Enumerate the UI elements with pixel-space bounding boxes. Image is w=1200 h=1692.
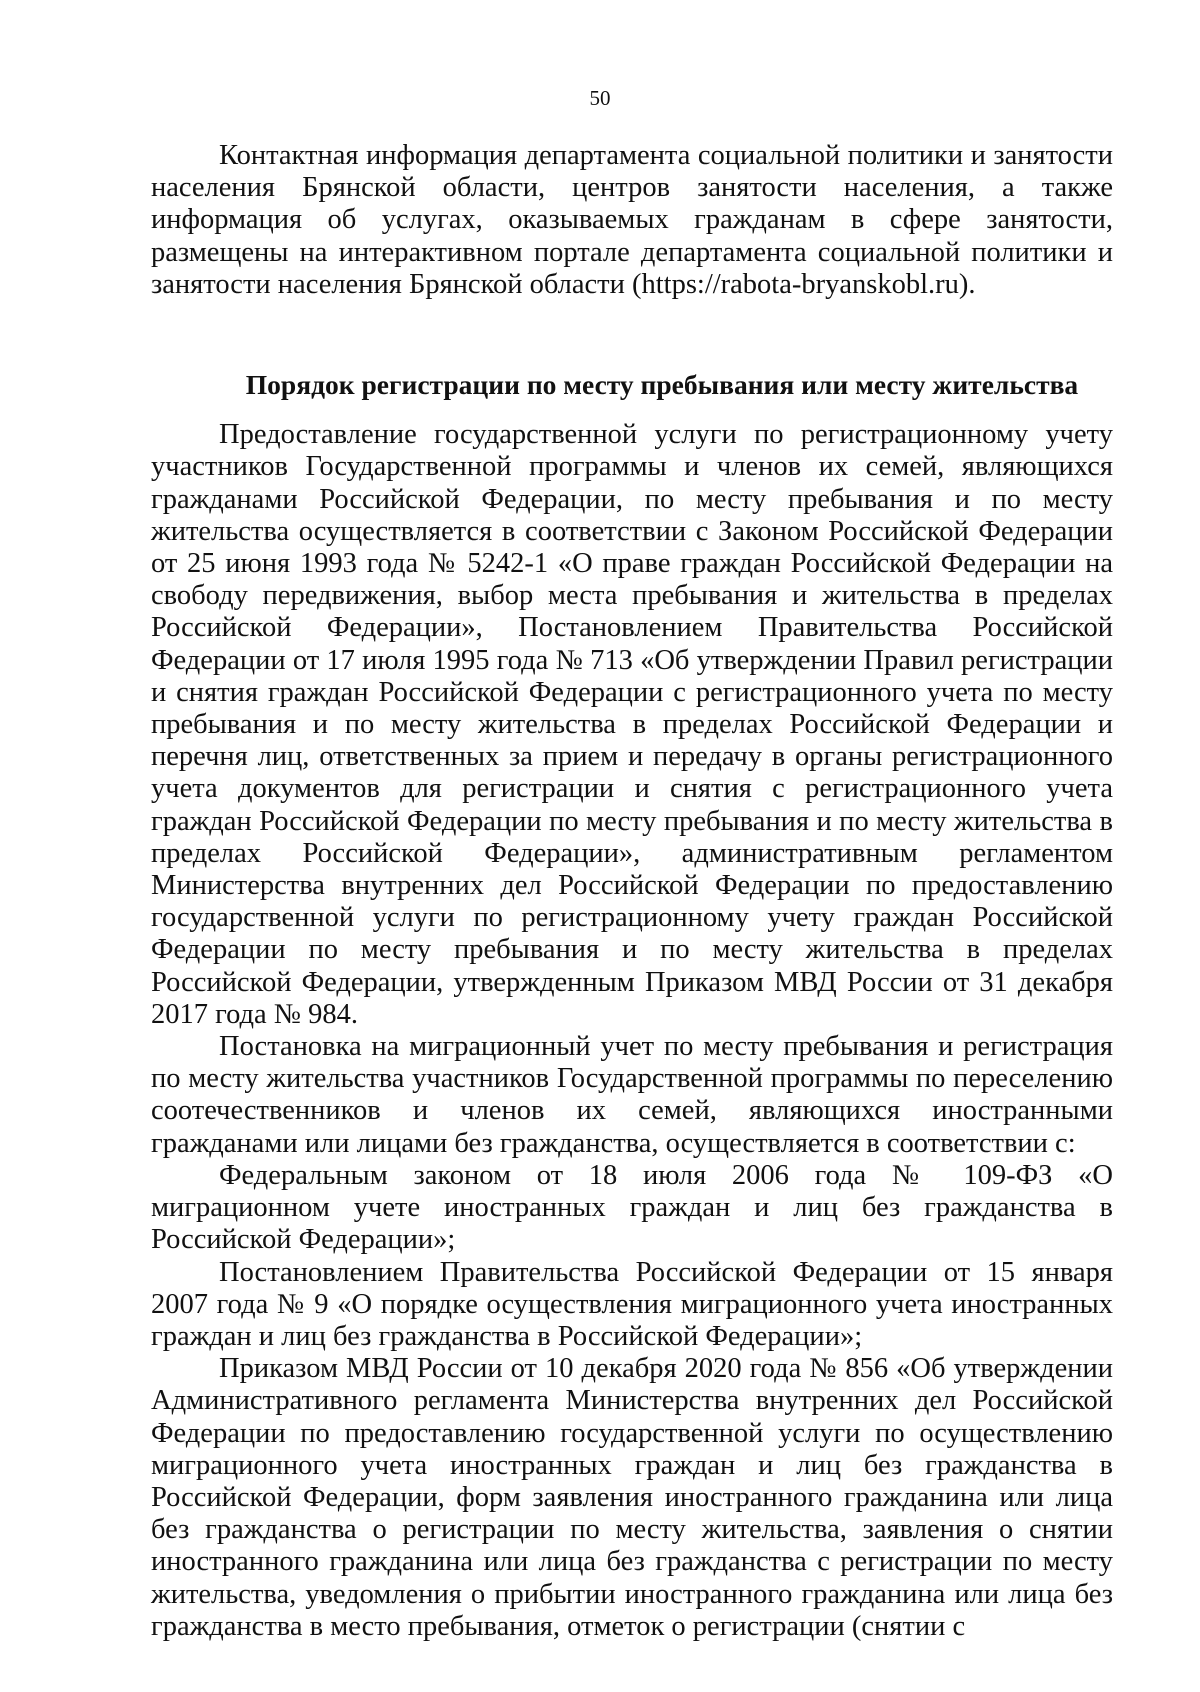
paragraph-mvd-order: Приказом МВД России от 10 декабря 2020 года № 856 «Об утверждении Административного регламента Министерства внутренних дел Российской Федерации по предоставлению государственной услуги по осуществлению миграционного учета иностранных граждан и лиц без гражданства в Российской Федерации, форм заявления иностранного гражданина или лица без гражданства о регистрации по месту жительства, заявления о снятии иностранного гражданина или лица без гражданства с регистрации по месту жительства, уведомления о прибытии иностранного гражданина или лица без гражданства в место пребывания, отметок о регистрации (снятии с: [151, 1353, 1113, 1642]
paragraph-federal-law: Федеральным законом от 18 июля 2006 года № 109-ФЗ «О миграционном учете иностранных граждан и лиц без гражданства в Российской Федерации»;: [151, 1159, 1113, 1256]
section-title: Порядок регистрации по месту пребывания или месту жительства: [245, 369, 1079, 401]
document-body: [151, 140, 1113, 1643]
paragraph-contacts: Контактная информация департамента социальной политики и занятости населения Брянской области, центров занятости населения, а также информация об услугах, оказываемых гражданам в сфере занятости, размещены на интерактивном портале департамента социальной политики и занятости населения Брянской области (https://rabota-bryanskobl.ru).: [151, 140, 1113, 300]
paragraph-registration-citizens: Предоставление государственной услуги по регистрационному учету участников Государственной программы и членов их семей, являющихся гражданами Российской Федерации, по месту пребывания и по месту жительства осуществляется в соответствии с Законом Российской Федерации от 25 июня 1993 года № 5242-1 «О праве граждан Российской Федерации на свободу передвижения, выбор места пребывания и жительства в пределах Российской Федерации», Постановлением Правительства Российской Федерации от 17 июля 1995 года № 713 «Об утверждении Правил регистрации и снятия граждан Российской Федерации с регистрационного учета по месту пребывания и по месту жительства в пределах Российской Федерации и перечня лиц, ответственных за прием и передачу в органы регистрационного учета документов для регистрации и снятия с регистрационного учета граждан Российской Федерации по месту пребывания и по месту жительства в пределах Российской Федерации», административным регламентом Министерства внутренних дел Российской Федерации по предоставлению государственной услуги по регистрационному учету граждан Российской Федерации по месту пребывания и по месту жительства в пределах Российской Федерации, утвержденным Приказом МВД России от 31 декабря 2017 года № 984.: [151, 419, 1113, 1030]
paragraph-migration-intro: Постановка на миграционный учет по месту пребывания и регистрация по месту жительства участников Государственной программы по переселению соотечественников и членов их семей, являющихся иностранными гражданами или лицами без гражданства, осуществляется в соответствии с:: [151, 1031, 1113, 1159]
page-number: 50: [589, 86, 611, 110]
paragraph-government-resolution: Постановлением Правительства Российской Федерации от 15 января 2007 года № 9 «О порядке осуществления миграционного учета иностранных граждан и лиц без гражданства в Российской Федерации»;: [151, 1256, 1113, 1352]
